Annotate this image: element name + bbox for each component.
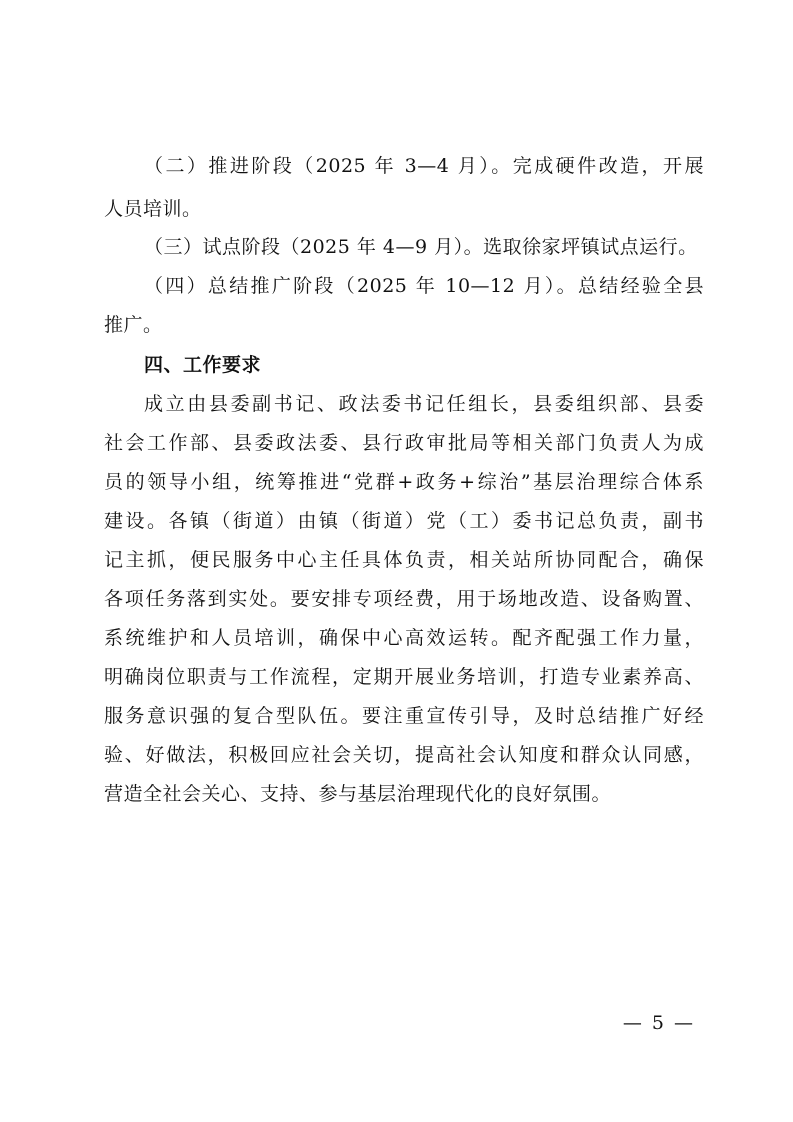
section-heading: 四、工作要求 (144, 354, 262, 376)
paragraph-line: 验、好做法，积极回应社会关切，提高社会认知度和群众认同感， (104, 744, 704, 766)
paragraph-line: 各项任务落到实处。要安排专项经费，用于场地改造、设备购置、 (104, 588, 704, 610)
paragraph-line: 建设。各镇（街道）由镇（街道）党（工）委书记总负责，副书 (104, 510, 704, 532)
paragraph-line: 社会工作部、县委政法委、县行政审批局等相关部门负责人为成 (104, 432, 704, 454)
paragraph-line: 服务意识强的复合型队伍。要注重宣传引导，及时总结推广好经 (104, 705, 704, 727)
paragraph-line: 系统维护和人员培训，确保中心高效运转。配齐配强工作力量， (104, 627, 704, 649)
paragraph-line: （二）推进阶段（2025 年 3—4 月）。完成硬件改造，开展 (144, 155, 704, 177)
paragraph-line: 记主抓，便民服务中心主任具体负责，相关站所协同配合，确保 (104, 549, 704, 571)
paragraph-line: （三）试点阶段（2025 年 4—9 月）。选取徐家坪镇试点运行。 (144, 236, 698, 258)
paragraph-line: 营造全社会关心、支持、参与基层治理现代化的良好氛围。 (104, 783, 612, 805)
paragraph-line: 人员培训。 (104, 198, 202, 220)
paragraph-line: 成立由县委副书记、政法委书记任组长，县委组织部、县委 (144, 393, 704, 415)
page-number: — 5 — (622, 1012, 695, 1034)
paragraph-line: （四）总结推广阶段（2025 年 10—12 月）。总结经验全县 (144, 275, 704, 297)
paragraph-line: 员的领导小组，统筹推进“党群+政务+综治”基层治理综合体系 (104, 471, 704, 493)
paragraph-line: 推广。 (104, 314, 163, 336)
paragraph-line: 明确岗位职责与工作流程，定期开展业务培训，打造专业素养高、 (104, 666, 704, 688)
